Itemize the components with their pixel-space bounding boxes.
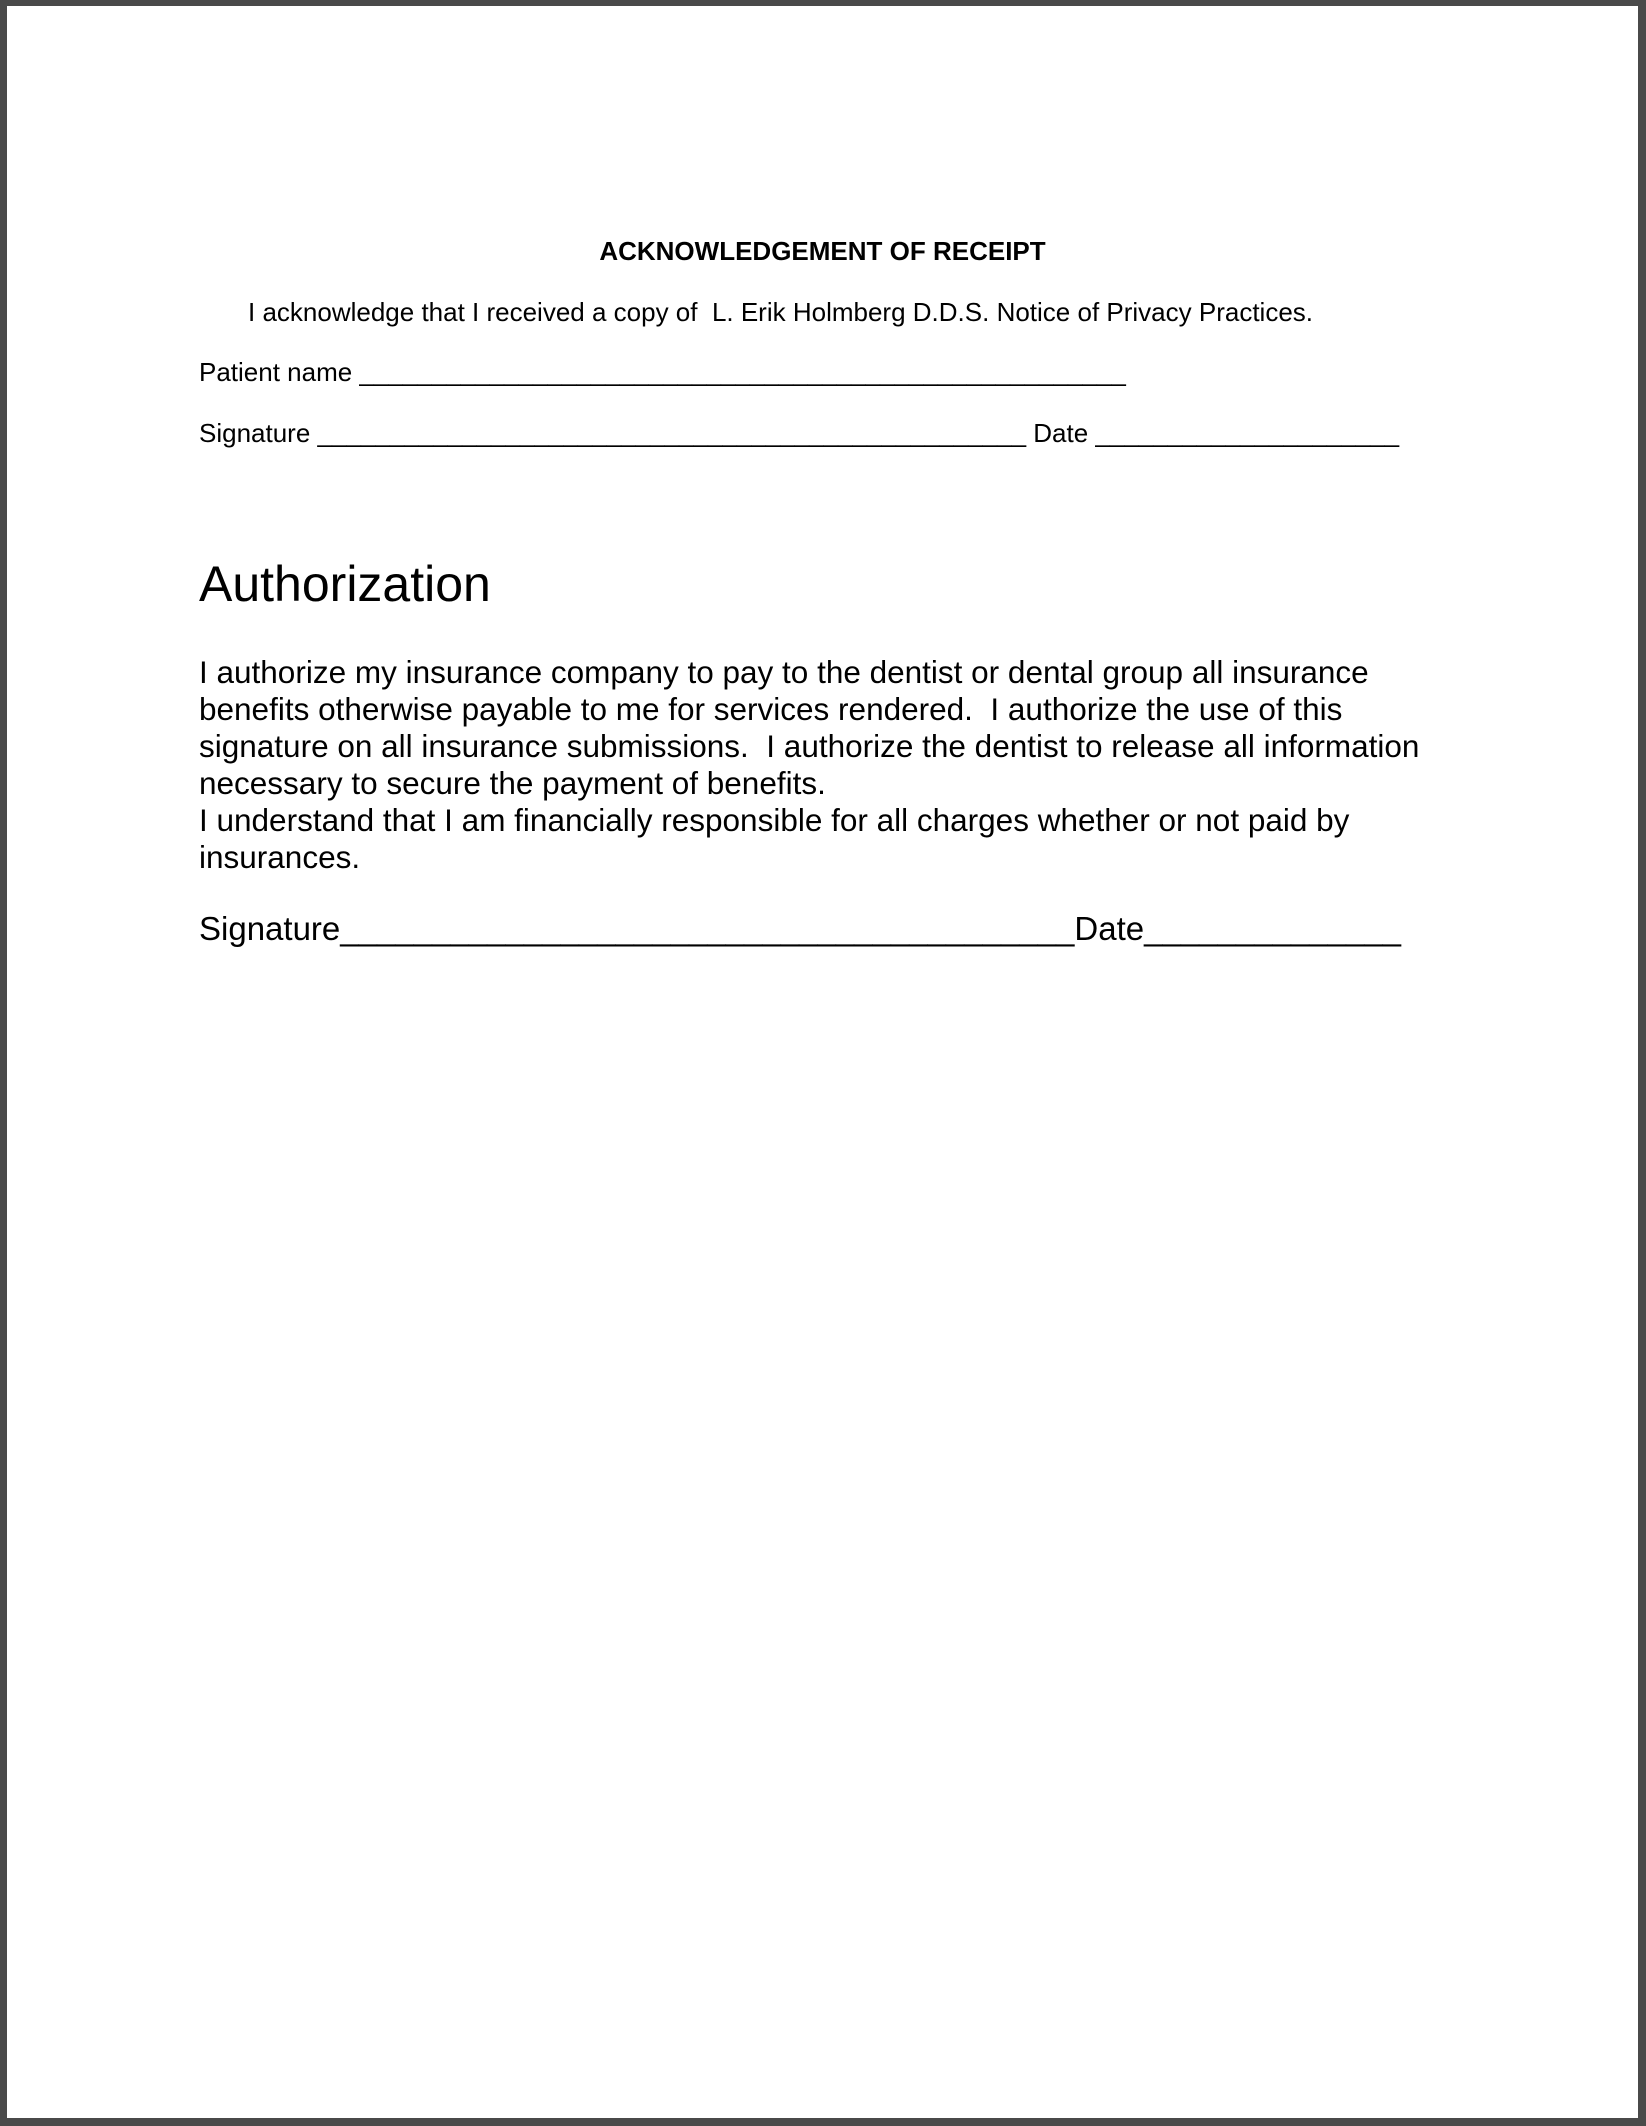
document-title: ACKNOWLEDGEMENT OF RECEIPT bbox=[599, 236, 1046, 266]
document-page bbox=[7, 6, 1638, 2118]
authorization-line: I understand that I am financially responsible for all charges whether or not paid by bbox=[199, 802, 1350, 838]
authorization-line: I authorize my insurance company to pay to the dentist or dental group all insurance bbox=[199, 654, 1369, 690]
acknowledgement-text: I acknowledge that I received a copy of L. Erik Holmberg D.D.S. Notice of Privacy Practices. bbox=[248, 297, 1313, 327]
authorization-line: benefits otherwise payable to me for services rendered. I authorize the use of this bbox=[199, 691, 1343, 727]
authorization-line: necessary to secure the payment of benefits. bbox=[199, 765, 826, 801]
authorization-heading: Authorization bbox=[199, 556, 491, 612]
authorization-paragraph bbox=[199, 654, 1479, 876]
patient-name-field[interactable]: Patient name _____________________________________________________ bbox=[199, 357, 1126, 387]
authorization-line: insurances. bbox=[199, 839, 361, 875]
authorization-line: signature on all insurance submissions. I authorize the dentist to release all information bbox=[199, 728, 1420, 764]
signature-date-field[interactable]: Signature _________________________________________________ Date _____________________ bbox=[199, 418, 1400, 448]
authorization-signature-date-field[interactable]: Signature________________________________________Date______________ bbox=[199, 910, 1402, 947]
